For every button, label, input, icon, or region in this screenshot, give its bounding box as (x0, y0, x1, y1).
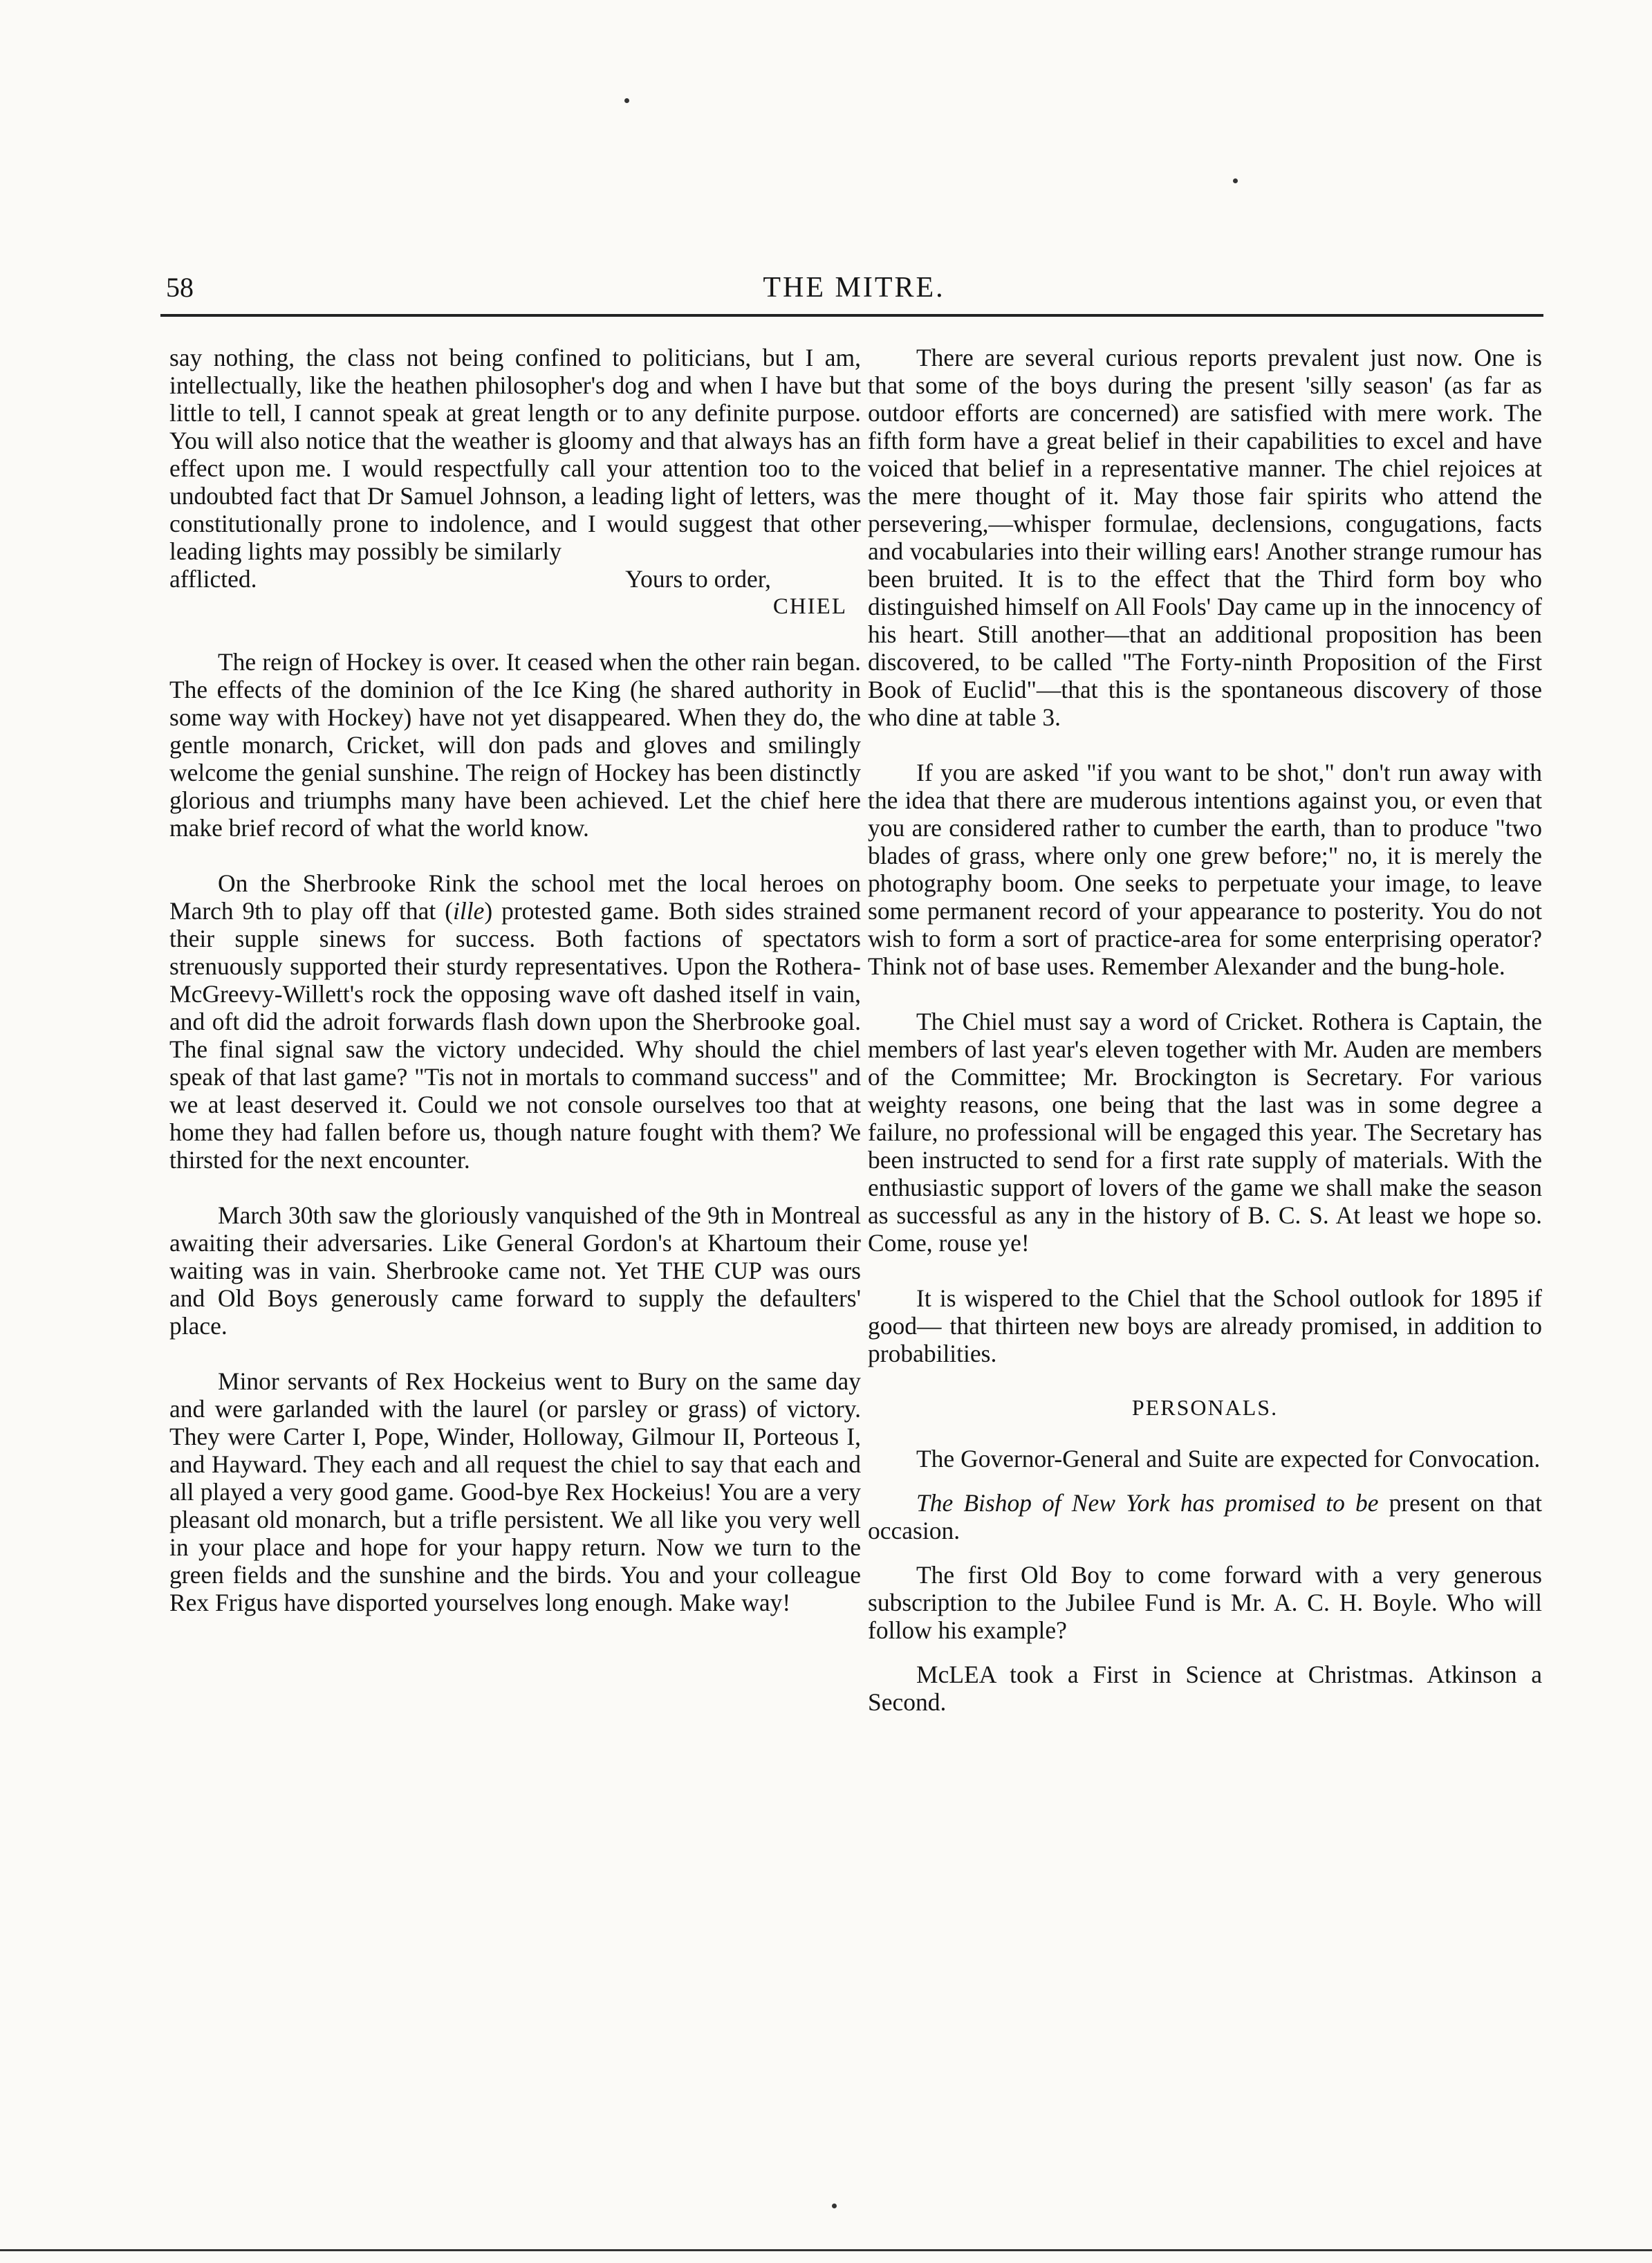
personal-item (868, 1489, 1542, 1544)
sherbrooke-paragraph (169, 869, 861, 1174)
running-title: THE MITRE. (763, 272, 945, 304)
outlook-paragraph: It is wispered to the Chiel that the School outlook for 1895 if good— that thirteen new boys are already promised, in addition to probabilities. (868, 1284, 1542, 1367)
montreal-text-b: was ours and Old Boys generously came forward to supply the defaulters' place. (169, 1257, 861, 1340)
page-header (166, 271, 1542, 313)
personal-item: The first Old Boy to come forward with a very generous subscription to the Jubilee Fund is Mr. A. C. H. Boyle. Who will follow his example? (868, 1561, 1542, 1644)
personal-item-caps: McLEA (916, 1661, 996, 1688)
letter-signoff (169, 565, 861, 593)
personal-item-rest: present on that occasion. (868, 1489, 1543, 1544)
montreal-paragraph (169, 1201, 861, 1340)
hockey-paragraph: The reign of Hockey is over. It ceased when the other rain began. The effects of the dominion of the Ice King (he shared authority in some way with Hockey) have not yet disappeared. When they do, the gentle monarch, Cricket, will don pads and gloves and smilingly welcome the genial sunshine. The reign of Hockey has been distinctly glorious and triumphs many have been achieved. Let the chief here make brief record of what the world know. (169, 648, 861, 842)
photography-paragraph: If you are asked "if you want to be shot," don't run away with the idea that there are muderous intentions against you, or even that you are considered rather to cumber the earth, than to produce "two blades of grass, where only one grew before;" no, it is merely the photography boom. One seeks to perpetuate your image, to leave some permanent record of your appearance to posterity. You do not wish to form a sort of practice-area for some enterprising operator? Think not of base uses. Remember Alexander and the bung-hole. (868, 759, 1542, 980)
letter-paragraph: say nothing, the class not being confined to politicians, but I am, intellectually, like the heathen philosopher's dog and when I have but little to tell, I cannot speak at great length or to any definite purpose. You will also notice that the weather is gloomy and that always has an effect upon me. I would respectfully call your attention too to the undoubted fact that Dr Samuel Johnson, a leading light of letters, was constitutionally prone to indolence, and I would suggest that other leading lights may possibly be similarly (169, 344, 861, 565)
header-rule (160, 314, 1543, 317)
personals-heading: PERSONALS. (1131, 1395, 1279, 1420)
ink-speck (1233, 178, 1238, 183)
sherbrooke-text-b: ) protested game. Both sides strained their supple sinews for success. Both factions of spectators strenuously supported their sturdy representatives. Upon the Rothera-McGreevy-Willett's rock the opposing wave oft dashed itself in vain, and oft did the adroit forwards flash down upon the Sherbrooke goal. The final signal saw the victory undecided. Why should the chiel speak of that last game? "Tis not in mortals to command success" and we at least deserved it. Could we not console ourselves too that at home they had fallen before us, though nature fought with them? We thirsted for the next encounter. (169, 897, 861, 1174)
letter-last-word: afflicted. (169, 565, 257, 593)
letter-signature: CHIEL (772, 594, 847, 619)
ink-speck (624, 98, 629, 103)
reports-paragraph: There are several curious reports prevalent just now. One is that some of the boys during the present 'silly season' (as far as outdoor efforts are concerned) are satisfied with mere work. The fifth form have a great belief in their capabilities to excel and have voiced that belief in a representative manner. The chiel rejoices at the mere thought of it. May those fair spirits who attend the persevering,—whisper formulae, declensions, congugations, facts and vocabularies into their willing ears! Another strange rumour has been bruited. It is to the effect that the Third form boy who distinguished himself on All Fools' Day came up in the innocency of his heart. Still another—that an additional proposition has been discovered, to be called "The Forty-ninth Proposition of the First Book of Euclid"—that this is the spontaneous discovery of those who dine at table 3. (868, 344, 1542, 731)
montreal-text-a: March 30th saw the gloriously vanquished of the 9th in Montreal awaiting their adversaries. Like General Gordon's at Khartoum their waiting was in vain. Sherbrooke came not. Yet (169, 1201, 861, 1284)
footer-rule (0, 2249, 1652, 2251)
personal-item-italic: The Bishop of New York has promised to be (916, 1489, 1379, 1517)
letter-closing: Yours to order, (625, 565, 771, 593)
ink-speck (832, 2204, 837, 2208)
the-cup-caps: THE CUP (657, 1257, 762, 1284)
sherbrooke-text-a: On the Sherbrooke Rink the school met the local heroes on March 9th to play off that ( (169, 869, 861, 925)
page-number: 58 (166, 272, 194, 303)
right-column (868, 344, 1542, 1716)
personal-item: The Governor-General and Suite are expected for Convocation. (916, 1445, 1541, 1472)
ille-italic: ille (452, 897, 485, 925)
personal-item (868, 1661, 1542, 1716)
left-column (169, 344, 861, 1616)
personal-item-rest: took a First in Science at Christmas. Atkinson a Second. (868, 1661, 1543, 1716)
bury-paragraph: Minor servants of Rex Hockeius went to Bury on the same day and were garlanded with the laurel (or parsley or grass) of victory. They were Carter I, Pope, Winder, Holloway, Gilmour II, Porteous I, and Hayward. They each and all request the chiel to say that each and all played a very good game. Good-bye Rex Hockeius! You are a very pleasant old monarch, but a trifle persistent. We all like you very well in your place and hope for your happy return. Now we turn to the green fields and the sunshine and the birds. You and your colleague Rex Frigus have disported yourselves long enough. Make way! (169, 1367, 861, 1616)
cricket-paragraph: The Chiel must say a word of Cricket. Rothera is Captain, the members of last year's eleven together with Mr. Auden are members of the Committee; Mr. Brockington is Secretary. For various weighty reasons, one being that the last was in some degree a failure, no professional will be engaged this year. The Secretary has been instructed to send for a first rate supply of materials. With the enthusiastic support of lovers of the game we shall make the season as successful as any in the history of B. C. S. At least we hope so. Come, rouse ye! (868, 1008, 1542, 1257)
